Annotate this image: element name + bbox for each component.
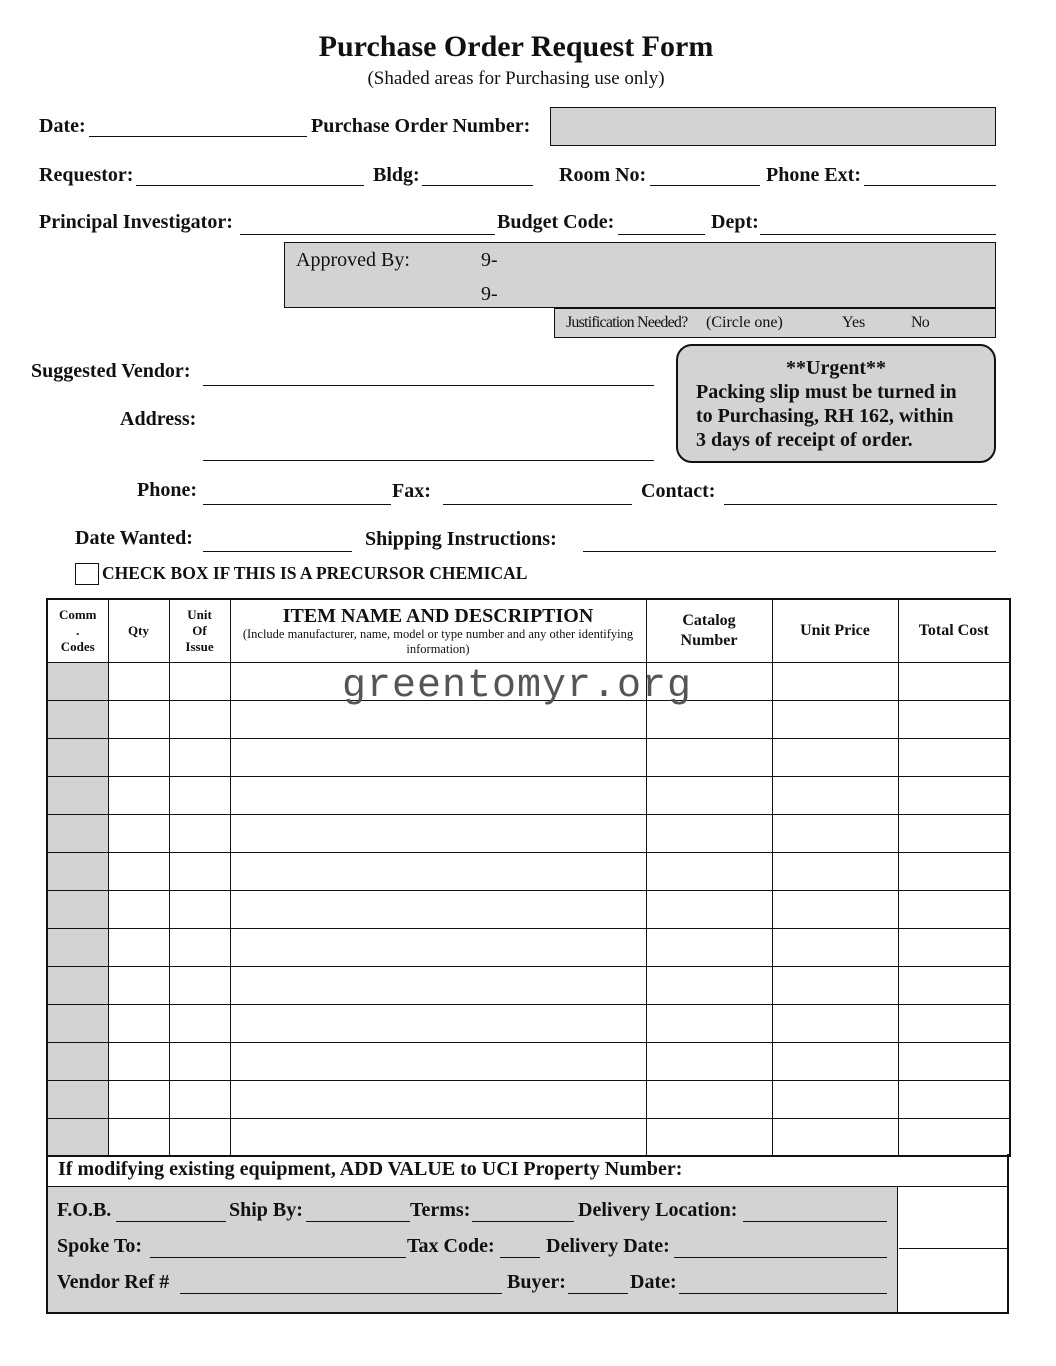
table-row xyxy=(47,1118,1010,1156)
unit-of-issue-cell[interactable] xyxy=(169,738,230,776)
unit-price-cell[interactable] xyxy=(772,700,898,738)
description-cell[interactable] xyxy=(230,1080,646,1118)
comm-code-cell xyxy=(47,700,108,738)
bldg-label: Bldg: xyxy=(373,164,420,186)
table-row xyxy=(47,890,1010,928)
col-total-cost: Total Cost xyxy=(898,599,1010,662)
buyer-field xyxy=(568,1293,628,1294)
purchasing-use-box xyxy=(48,1187,898,1312)
principal-investigator-field[interactable] xyxy=(240,234,495,235)
unit-of-issue-cell[interactable] xyxy=(169,1042,230,1080)
requestor-field[interactable] xyxy=(136,185,364,186)
comm-code-cell xyxy=(47,928,108,966)
total-cost-cell[interactable] xyxy=(898,776,1010,814)
catalog-number-cell[interactable] xyxy=(646,1004,772,1042)
catalog-number-cell[interactable] xyxy=(646,776,772,814)
total-cost-cell[interactable] xyxy=(898,1042,1010,1080)
comm-code-cell xyxy=(47,738,108,776)
po-number-field xyxy=(550,107,996,146)
total-cost-cell[interactable] xyxy=(898,928,1010,966)
description-cell[interactable] xyxy=(230,814,646,852)
catalog-number-cell[interactable] xyxy=(646,966,772,1004)
total-cost-cell[interactable] xyxy=(898,852,1010,890)
unit-price-cell[interactable] xyxy=(772,662,898,700)
buyer-date-label: Date: xyxy=(630,1271,677,1293)
footer-right-cell-top xyxy=(899,1187,1007,1249)
dept-field[interactable] xyxy=(760,234,996,235)
qty-cell[interactable] xyxy=(108,1080,169,1118)
approval-box xyxy=(284,242,996,308)
vendor-ref-field xyxy=(180,1293,502,1294)
table-row xyxy=(47,1004,1010,1042)
total-cost-cell[interactable] xyxy=(898,966,1010,1004)
catalog-number-cell[interactable] xyxy=(646,852,772,890)
description-cell[interactable] xyxy=(230,890,646,928)
buyer-label: Buyer: xyxy=(507,1271,566,1293)
qty-cell[interactable] xyxy=(108,1042,169,1080)
qty-cell[interactable] xyxy=(108,928,169,966)
tax-code-label: Tax Code: xyxy=(407,1235,495,1257)
address-label: Address: xyxy=(120,408,197,430)
total-cost-cell[interactable] xyxy=(898,700,1010,738)
total-cost-cell[interactable] xyxy=(898,1118,1010,1156)
shipping-instructions-label: Shipping Instructions: xyxy=(365,528,557,550)
contact-field[interactable] xyxy=(724,504,997,505)
approval-prefix-2: 9- xyxy=(481,283,498,305)
urgent-line-2: to Purchasing, RH 162, within xyxy=(696,405,954,427)
suggested-vendor-field[interactable] xyxy=(203,385,654,386)
comm-code-cell xyxy=(47,966,108,1004)
total-cost-cell[interactable] xyxy=(898,814,1010,852)
address-field[interactable] xyxy=(203,460,654,461)
approved-by-label: Approved By: xyxy=(296,249,410,271)
qty-cell[interactable] xyxy=(108,890,169,928)
budget-code-label: Budget Code: xyxy=(497,211,615,233)
table-row xyxy=(47,1042,1010,1080)
delivery-date-label: Delivery Date: xyxy=(546,1235,670,1257)
qty-cell[interactable] xyxy=(108,662,169,700)
precursor-checkbox[interactable] xyxy=(75,563,99,585)
spoke-to-label: Spoke To: xyxy=(57,1235,143,1257)
description-cell[interactable] xyxy=(230,852,646,890)
qty-cell[interactable] xyxy=(108,776,169,814)
comm-code-cell xyxy=(47,1080,108,1118)
justification-label: Justification Needed? xyxy=(566,314,688,331)
buyer-date-field xyxy=(679,1293,887,1294)
room-no-field[interactable] xyxy=(650,185,760,186)
date-field[interactable] xyxy=(89,136,307,137)
spoke-to-field xyxy=(150,1257,406,1258)
phone-field[interactable] xyxy=(203,504,391,505)
budget-code-field[interactable] xyxy=(618,234,705,235)
po-number-label: Purchase Order Number: xyxy=(311,115,531,137)
urgent-line-1: Packing slip must be turned in xyxy=(696,381,957,403)
delivery-date-field xyxy=(674,1257,887,1258)
total-cost-cell[interactable] xyxy=(898,738,1010,776)
comm-code-cell xyxy=(47,776,108,814)
dept-label: Dept: xyxy=(711,211,759,233)
comm-code-cell xyxy=(47,1042,108,1080)
table-header-row xyxy=(47,599,1010,662)
room-no-label: Room No: xyxy=(559,164,647,186)
description-cell[interactable] xyxy=(230,1004,646,1042)
catalog-number-cell[interactable] xyxy=(646,1118,772,1156)
purchasing-footer xyxy=(46,1154,1009,1314)
catalog-number-cell[interactable] xyxy=(646,1080,772,1118)
col-unit-price: Unit Price xyxy=(772,599,898,662)
table-row xyxy=(47,814,1010,852)
comm-code-cell xyxy=(47,1118,108,1156)
delivery-location-label: Delivery Location: xyxy=(578,1199,738,1221)
vendor-ref-label: Vendor Ref # xyxy=(57,1271,170,1293)
fob-field xyxy=(116,1221,226,1222)
qty-cell[interactable] xyxy=(108,1004,169,1042)
phone-ext-label: Phone Ext: xyxy=(766,164,861,186)
unit-price-cell[interactable] xyxy=(772,776,898,814)
terms-field xyxy=(472,1221,574,1222)
ship-by-field xyxy=(306,1221,410,1222)
bldg-field[interactable] xyxy=(422,185,533,186)
urgent-line-3: 3 days of receipt of order. xyxy=(696,429,913,451)
catalog-number-cell[interactable] xyxy=(646,814,772,852)
justification-no[interactable]: No xyxy=(911,314,929,331)
qty-cell[interactable] xyxy=(108,966,169,1004)
unit-of-issue-cell[interactable] xyxy=(169,776,230,814)
unit-of-issue-cell[interactable] xyxy=(169,1118,230,1156)
unit-price-cell[interactable] xyxy=(772,1080,898,1118)
table-row xyxy=(47,928,1010,966)
page-subtitle: (Shaded areas for Purchasing use only) xyxy=(367,68,665,89)
fob-label: F.O.B. xyxy=(57,1199,112,1221)
catalog-number-cell[interactable] xyxy=(646,738,772,776)
comm-code-cell xyxy=(47,662,108,700)
date-label: Date: xyxy=(39,115,86,137)
fax-label: Fax: xyxy=(392,480,431,502)
total-cost-cell[interactable] xyxy=(898,890,1010,928)
col-unit-of-issue: Unit Of Issue xyxy=(169,599,230,662)
unit-of-issue-cell[interactable] xyxy=(169,966,230,1004)
suggested-vendor-label: Suggested Vendor: xyxy=(31,360,191,382)
table-row xyxy=(47,776,1010,814)
urgent-heading: **Urgent** xyxy=(786,357,886,379)
catalog-number-cell[interactable] xyxy=(646,890,772,928)
col-qty: Qty xyxy=(108,599,169,662)
unit-price-cell[interactable] xyxy=(772,1042,898,1080)
table-row xyxy=(47,738,1010,776)
fax-field[interactable] xyxy=(443,504,632,505)
total-cost-cell[interactable] xyxy=(898,662,1010,700)
shipping-instructions-field[interactable] xyxy=(583,551,996,552)
unit-price-cell[interactable] xyxy=(772,814,898,852)
circle-one-label: (Circle one) xyxy=(706,314,783,331)
phone-ext-field[interactable] xyxy=(864,185,996,186)
col-catalog-number: Catalog Number xyxy=(646,599,772,662)
catalog-number-cell[interactable] xyxy=(646,928,772,966)
unit-price-cell[interactable] xyxy=(772,738,898,776)
description-cell[interactable] xyxy=(230,738,646,776)
unit-price-cell[interactable] xyxy=(772,1118,898,1156)
unit-of-issue-cell[interactable] xyxy=(169,662,230,700)
justification-yes[interactable]: Yes xyxy=(842,314,866,331)
col-description: ITEM NAME AND DESCRIPTION (Include manufacturer, name, model or type number and any other identifying information) xyxy=(230,599,646,662)
justification-box xyxy=(554,308,996,338)
unit-price-cell[interactable] xyxy=(772,852,898,890)
ship-by-label: Ship By: xyxy=(229,1199,303,1221)
table-row xyxy=(47,966,1010,1004)
total-cost-cell[interactable] xyxy=(898,1080,1010,1118)
watermark: greentomyr.org xyxy=(342,664,693,709)
unit-of-issue-cell[interactable] xyxy=(169,928,230,966)
comm-code-cell xyxy=(47,890,108,928)
tax-code-field xyxy=(500,1257,540,1258)
unit-of-issue-cell[interactable] xyxy=(169,700,230,738)
qty-cell[interactable] xyxy=(108,814,169,852)
table-row xyxy=(47,852,1010,890)
urgent-notice xyxy=(676,344,996,463)
total-cost-cell[interactable] xyxy=(898,1004,1010,1042)
col-comm-codes: Comm . Codes xyxy=(47,599,108,662)
contact-label: Contact: xyxy=(641,480,716,502)
date-wanted-label: Date Wanted: xyxy=(75,527,193,549)
comm-code-cell xyxy=(47,814,108,852)
principal-investigator-label: Principal Investigator: xyxy=(39,211,233,233)
unit-of-issue-cell[interactable] xyxy=(169,1080,230,1118)
unit-of-issue-cell[interactable] xyxy=(169,890,230,928)
page-title: Purchase Order Request Form xyxy=(318,30,714,63)
table-row xyxy=(47,1080,1010,1118)
unit-price-cell[interactable] xyxy=(772,890,898,928)
date-wanted-field[interactable] xyxy=(203,551,352,552)
requestor-label: Requestor: xyxy=(39,164,134,186)
unit-of-issue-cell[interactable] xyxy=(169,1004,230,1042)
qty-cell[interactable] xyxy=(108,700,169,738)
comm-code-cell xyxy=(47,852,108,890)
terms-label: Terms: xyxy=(410,1199,471,1221)
phone-label: Phone: xyxy=(137,479,197,501)
unit-price-cell[interactable] xyxy=(772,928,898,966)
unit-of-issue-cell[interactable] xyxy=(169,852,230,890)
qty-cell[interactable] xyxy=(108,738,169,776)
unit-price-cell[interactable] xyxy=(772,966,898,1004)
delivery-location-field xyxy=(743,1221,887,1222)
modifying-equipment-row: If modifying existing equipment, ADD VALUE to UCI Property Number: xyxy=(48,1154,1007,1187)
unit-price-cell[interactable] xyxy=(772,1004,898,1042)
comm-code-cell xyxy=(47,1004,108,1042)
description-cell[interactable] xyxy=(230,776,646,814)
qty-cell[interactable] xyxy=(108,852,169,890)
unit-of-issue-cell[interactable] xyxy=(169,814,230,852)
catalog-number-cell[interactable] xyxy=(646,1042,772,1080)
description-cell[interactable] xyxy=(230,1118,646,1156)
approval-prefix-1: 9- xyxy=(481,249,498,271)
precursor-checkbox-label: CHECK BOX IF THIS IS A PRECURSOR CHEMICAL xyxy=(102,563,528,583)
description-cell[interactable] xyxy=(230,1042,646,1080)
description-cell[interactable] xyxy=(230,928,646,966)
description-cell[interactable] xyxy=(230,966,646,1004)
qty-cell[interactable] xyxy=(108,1118,169,1156)
